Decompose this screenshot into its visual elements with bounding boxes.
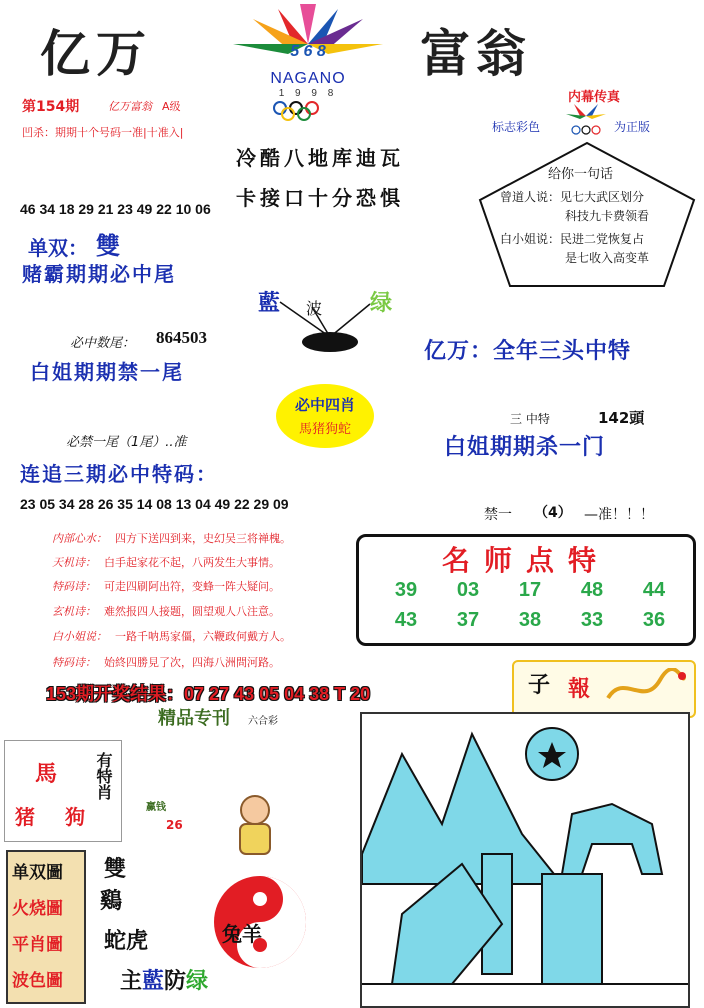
title-right: 富翁 [420,24,532,83]
three-head-line2: 白姐期期杀一门 [444,435,606,460]
zodiac-a: 馬 [35,761,58,787]
teacher-number: 36 [642,609,666,631]
teacher-number: 44 [642,579,666,601]
small-logo-icon [560,104,612,138]
poem-label: 内部心水： [52,532,107,545]
issue-line: 凹杀：期期十个号码一准|十准入| [22,126,184,139]
special-title: 精品专刊 [158,708,230,729]
poem-label: 天机诗： [52,556,96,569]
teacher-number: 37 [456,609,480,631]
teacher-number: 43 [394,609,418,631]
poem-row [52,654,280,670]
odd-even-label: 单双： [28,236,88,260]
logo-year: 1 9 9 8 [278,88,338,99]
ban-one-value: （4） [534,505,572,521]
riddle-zi: 子 [528,672,551,698]
dragon-icon [604,668,688,708]
poem-label: 特码诗： [52,656,96,669]
issue-label: 第154期 [22,99,80,115]
teacher-number: 33 [580,609,604,631]
horse-landscape-icon [362,714,688,1006]
chase-title: 连追三期必中特码： [20,462,218,486]
numbers-top: 46 34 18 29 21 23 49 22 10 06 [20,201,211,217]
chart-fire: 火烧圖 [12,899,63,919]
poem-line-1: 冷酷八地库迪瓦 [236,146,404,170]
poem-row [52,530,291,546]
teacher-number: 39 [394,579,418,601]
pentagon-line-2: 科技九卡费领看 [565,209,650,223]
fax-title: 内幕传真 [568,90,621,105]
teacher-box [356,534,696,646]
pentagon-line-4: 是七收入高变革 [565,251,650,265]
zodiac-tag: 赢钱 [146,802,166,813]
poem-text: 白手起家花不起，八两发生大事情。 [104,556,280,569]
poem-line-2: 卡接口十分恐惧 [236,186,404,210]
four-xiao-title: 必中四肖 [294,396,355,414]
charts-box [6,850,86,1004]
poem-row [52,554,280,570]
pentagon-line-3: 白小姐说：民进二党恢复占 [500,232,645,246]
poem-row [52,603,280,619]
must-tail-value: 864503 [156,328,207,347]
must-tail-line2: 白姐期期禁一尾 [30,360,184,384]
zodiac-c: 狗 [65,805,85,829]
teacher-title: 名师点特 [441,544,610,577]
cartoon-child-icon [220,790,290,860]
chart-tu-yang: 兔羊 [222,922,262,946]
poem-text: 一路千呐馬家僵，六鞭政何戴方人。 [115,630,291,643]
wave-blue: 藍 [258,290,281,316]
chart-wave: 波色圖 [12,971,63,991]
ban-tail: 必禁一尾（1尾）..准 [66,435,187,450]
main-green: 绿 [186,969,209,994]
four-xiao-badge [276,384,374,448]
main-prefix: 主 [120,969,143,994]
chart-odd-even: 单双圖 [12,863,63,883]
zodiac-num: 26 [166,818,183,832]
wave-graphic [250,282,400,362]
svg-text:5 6 8: 5 6 8 [290,43,326,60]
fax-right: 为正版 [614,120,651,134]
four-xiao-animals: 馬猪狗蛇 [298,422,351,437]
three-head-value: 142頭 [598,409,645,427]
ban-one-prefix: 禁一 [484,507,512,523]
pentagon-line-1: 曾道人说：见七大武区划分 [500,190,645,204]
main-blue: 藍 [142,969,165,994]
poem-label: 特码诗： [52,580,96,593]
odd-even-value: 雙 [96,231,120,260]
poem-text: 四方下送四到来，史幻吴三将禅槐。 [115,532,291,545]
slogan-right: 亿万：全年三头中特 [424,339,632,364]
chart-ji: 鷄 [100,888,123,914]
poem-label: 玄机诗： [52,605,96,618]
special-banner [150,704,340,728]
special-sub: 六合彩 [248,716,278,727]
result-line: 153期开奖结果：07 27 43 05 04 38 T 20 [46,684,371,704]
poem-text: 难然报四人接题，圆望观人八注意。 [104,605,280,618]
tail-line: 赌霸期期必中尾 [22,262,176,286]
wave-green: 绿 [370,290,393,316]
main-fang: 防 [164,969,187,994]
teacher-number: 17 [518,579,542,601]
chart-zodiac: 平肖圖 [12,935,63,955]
teacher-number: 38 [518,609,542,631]
poem-label: 白小姐说： [52,630,107,643]
nagano-logo [208,4,408,124]
three-head-label: 三 中特 [510,412,550,426]
wave-mid: 波 [306,299,323,318]
ban-one-suffix: —准！！！ [584,507,654,523]
teacher-number: 03 [456,579,480,601]
chase-numbers: 23 05 34 28 26 35 14 08 13 04 49 22 29 09 [20,496,289,512]
logo-text: NAGANO [270,70,346,87]
fax-left: 标志彩色 [492,120,541,134]
poem-text: 可走四刷阿出符，变蜂一阵大疑问。 [104,580,280,593]
title-left: 亿万 [40,24,152,83]
olympic-rings-icon [268,100,348,122]
poem-text: 始終四勝見了次，四海八洲問河路。 [104,656,280,669]
zodiac-b: 猪 [15,805,35,829]
chart-shuang: 雙 [104,856,127,882]
chart-she-hu: 蛇虎 [104,928,149,954]
poem-row [52,578,280,594]
pentagon-title: 给你一句话 [548,167,614,182]
main-colors [120,964,208,995]
riddle-picture [360,712,690,1008]
issue-grade: A级 [162,100,181,113]
poem-row [52,628,291,644]
must-tail-label: 必中数尾： [70,336,136,351]
teacher-number: 48 [580,579,604,601]
zodiac-side: 有特肖 [94,752,113,800]
riddle-bao: 報 [568,676,591,702]
riddle-banner [512,660,696,718]
issue-brand: 亿万富翁 [108,100,152,113]
